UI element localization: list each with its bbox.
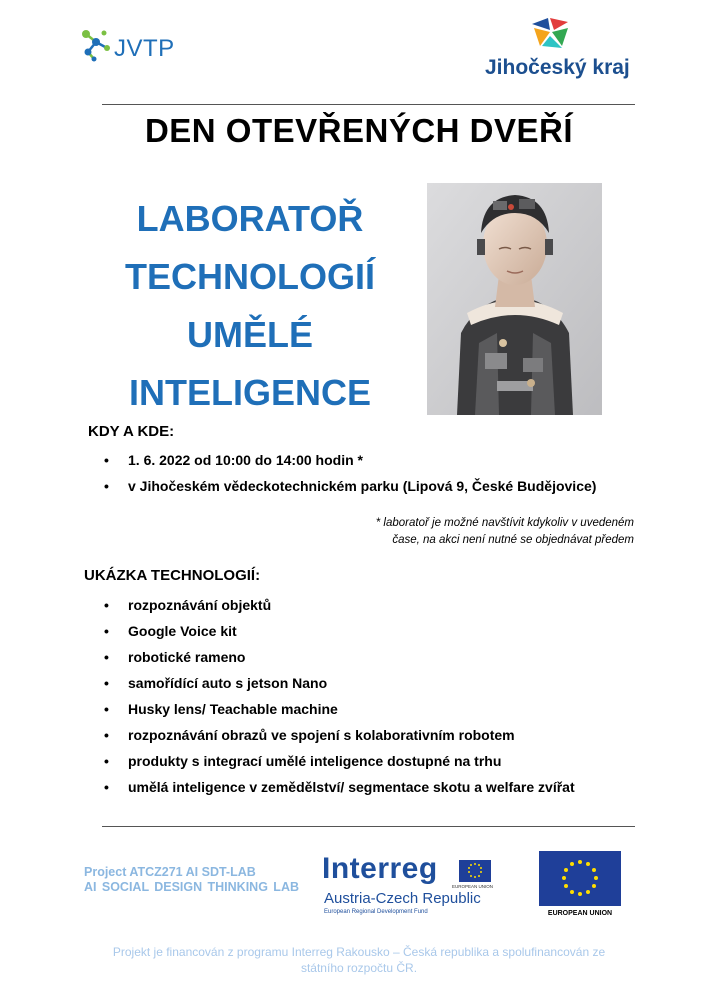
showcase-list [104,595,575,803]
eu-logo [536,851,622,921]
lab-title-line: LABORATOŘ [136,198,364,239]
funding-statement [60,944,658,976]
note-line: čase, na akci není nutné se objednávat předem [392,534,634,546]
list-item: • rozpoznávání objektů [104,595,575,621]
list-item: • samořídící auto s jetson Nano [104,673,575,699]
kraj-emblem-icon [528,14,572,52]
bottom-divider [102,826,635,827]
project-code: Project ATCZ271 AI SDT-LAB [84,865,256,879]
when-where-list [104,450,596,502]
funding-line: Projekt je financován z programu Interreg Rakousko – Česká republika a spolufinancován ze [112,945,606,959]
eu-caption: EUROPEAN UNION [547,910,613,917]
eu-flag-small-icon [459,860,491,882]
list-item: • v Jihočeském vědeckotechnickém parku (Lipová 9, České Budějovice) [104,476,596,502]
humanoid-robot-image [427,183,602,415]
visit-note [300,515,634,549]
eu-flag-icon [539,851,621,906]
showcase-heading: UKÁZKA TECHNOLOGIÍ: [84,567,261,584]
lab-title-line: UMĚLÉ [187,314,313,355]
event-title: DEN OTEVŘENÝCH DVEŘÍ [144,112,574,149]
kraj-logo-text: Jihočeský kraj [485,56,630,79]
note-line: * laboratoř je možné navštívit kdykoliv v uvedeném [375,517,634,529]
list-item: • rozpoznávání obrazů ve spojení s kolaborativním robotem [104,725,575,751]
jvtp-molecule-icon [80,28,112,62]
lab-title [90,190,410,422]
robot-photo [427,183,602,415]
jvtp-logo-text: JVTP [114,35,175,62]
interreg-program: Austria-Czech Republic [324,890,481,907]
list-item: • 1. 6. 2022 od 10:00 do 14:00 hodin * [104,450,596,476]
interreg-fund: European Regional Development Fund [324,909,428,915]
jihocesky-kraj-logo [480,14,630,86]
list-item: • robotické rameno [104,647,575,673]
lab-title-line: INTELIGENCE [128,372,371,413]
project-info [84,865,299,895]
interreg-logo [322,852,507,922]
list-item: • produkty s integrací umělé inteligence dostupné na trhu [104,751,575,777]
list-item: • Google Voice kit [104,621,575,647]
list-item: • umělá inteligence v zemědělství/ segmentace skotu a welfare zvířat [104,777,575,803]
project-name: AI SOCIAL DESIGN THINKING LAB [84,880,299,894]
interreg-flag-caption: EUROPEAN UNION [452,884,494,889]
interreg-name: Interreg [322,852,438,885]
funding-line: státního rozpočtu ČR. [300,961,418,975]
jvtp-logo [80,24,200,64]
lab-title-line: TECHNOLOGIÍ [125,256,375,297]
when-where-heading: KDY A KDE: [88,423,175,440]
top-divider [102,104,635,105]
list-item: • Husky lens/ Teachable machine [104,699,575,725]
